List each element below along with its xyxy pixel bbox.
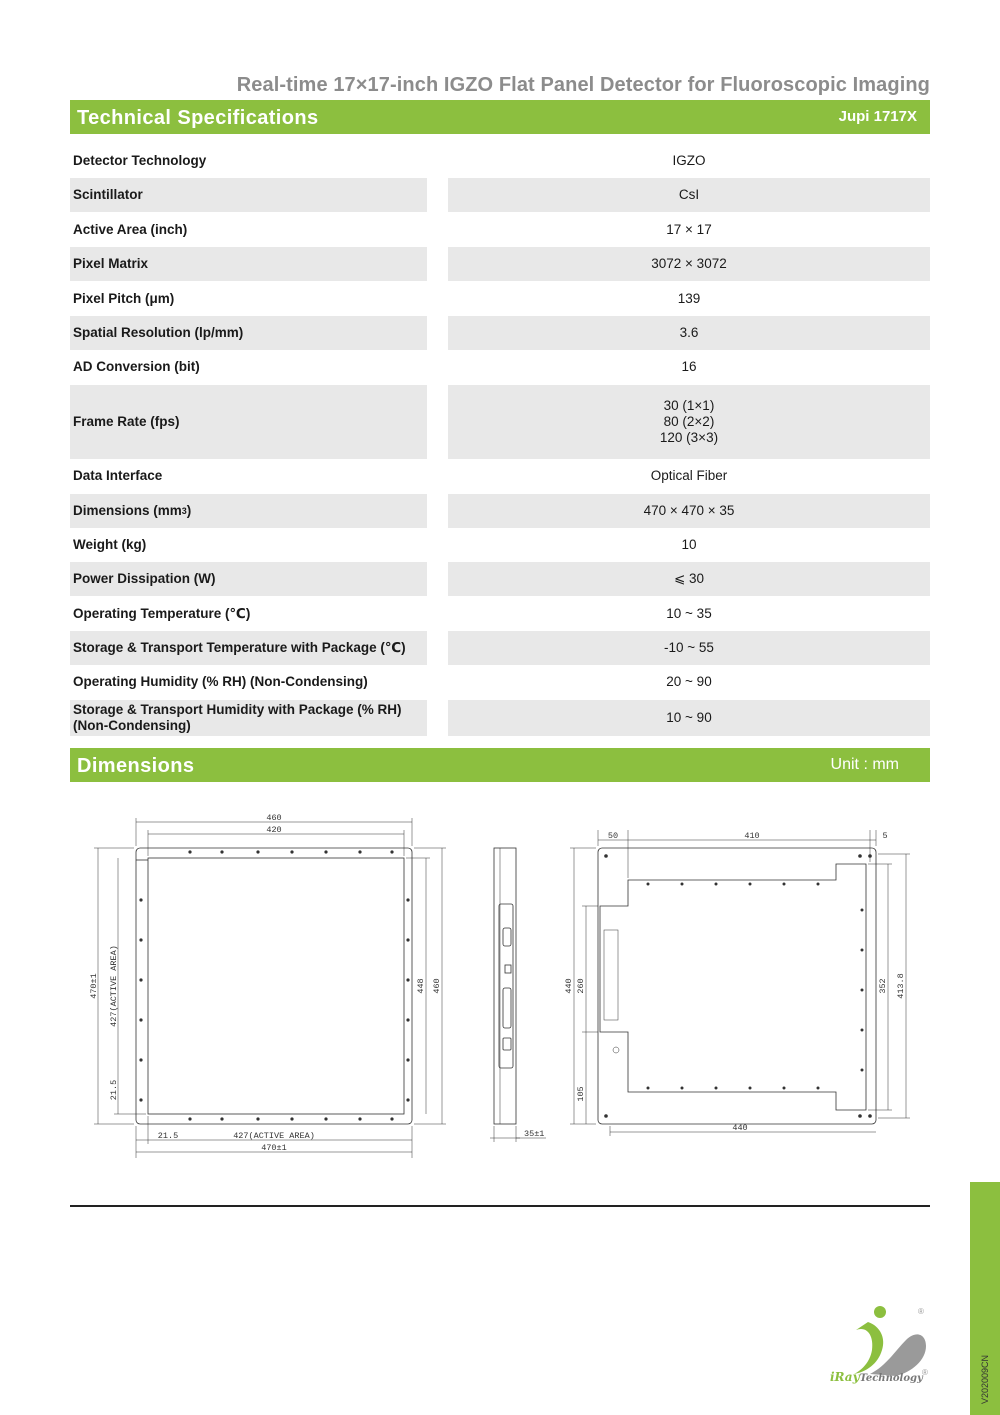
dim-352-right: 352: [878, 978, 888, 994]
spec-value: CsI: [448, 178, 930, 212]
spec-value: 10 ~ 35: [666, 605, 712, 621]
unit-label: Unit : mm: [830, 756, 899, 773]
spec-label: Scintillator: [70, 178, 427, 212]
spec-label: Storage & Transport Temperature with Package (℃): [70, 631, 427, 665]
spec-label: Weight (kg): [73, 536, 147, 552]
spec-label-line2: (Non-Condensing): [73, 717, 191, 733]
spec-value: 470 × 470 × 35: [448, 494, 930, 528]
spec-value: 3072 × 3072: [448, 247, 930, 281]
spec-label: Detector Technology: [73, 153, 207, 168]
frame-rate-2x2: 80 (2×2): [663, 413, 715, 429]
spec-label-line1: Storage & Transport Humidity with Package (% RH): [73, 701, 402, 717]
frame-rate-1x1: 30 (1×1): [663, 397, 715, 413]
spec-label: AD Conversion (bit): [73, 359, 200, 375]
spec-row-operating-humidity: [70, 665, 930, 699]
dim-50-top: 50: [607, 831, 619, 841]
document-code-tab: [970, 1182, 1000, 1415]
spec-value: 10: [681, 536, 697, 552]
spec-row-ad-conversion: [70, 350, 930, 384]
spec-row-scintillator: [70, 178, 930, 212]
spec-row-power-dissipation: [70, 562, 930, 596]
spec-row-pixel-matrix: [70, 247, 930, 281]
section-title: Technical Specifications: [77, 107, 319, 129]
dim-470-bottom: 470±1: [261, 1143, 287, 1153]
dim-260-left: 260: [576, 978, 586, 994]
dim-5-top: 5: [882, 831, 888, 841]
spec-row-frame-rate: [70, 385, 930, 459]
spec-label: Operating Humidity (% RH) (Non-Condensing): [73, 674, 368, 690]
spec-row-operating-temperature: [70, 597, 930, 631]
spec-label-text: Dimensions (mm: [73, 502, 182, 518]
spec-value: 17 × 17: [666, 221, 712, 237]
spec-value: IGZO: [672, 153, 706, 168]
dimension-drawing: [70, 800, 930, 1170]
back-view: [570, 830, 910, 1136]
front-view: [94, 818, 446, 1158]
dim-410-top: 410: [744, 831, 760, 841]
dim-440-left: 440: [564, 978, 574, 994]
spec-table: [70, 144, 930, 736]
spec-row-weight: [70, 528, 930, 562]
section-title: Dimensions: [77, 755, 195, 777]
spec-value: Optical Fiber: [650, 468, 728, 484]
spec-value: ⩽ 30: [448, 562, 930, 596]
spec-value: 16: [681, 359, 697, 375]
spec-row-storage-humidity: [70, 700, 930, 736]
dim-448-right: 448: [416, 978, 426, 994]
front-view-labels: [89, 813, 442, 1153]
spec-value: 10 ~ 90: [448, 700, 930, 736]
spec-label: Spatial Resolution (lp/mm): [70, 316, 427, 350]
registered-mark-2: ®: [922, 1368, 928, 1377]
spec-row-detector-technology: [70, 144, 930, 178]
spec-value: -10 ~ 55: [448, 631, 930, 665]
footer-rule: [70, 1205, 930, 1207]
back-view-screws: [604, 854, 872, 1118]
spec-label: Data Interface: [73, 468, 163, 484]
spec-label: Active Area (inch): [73, 221, 188, 237]
spec-value: [448, 385, 930, 459]
frame-rate-3x3: 120 (3×3): [659, 429, 719, 445]
spec-row-active-area: [70, 213, 930, 247]
side-view: [490, 848, 546, 1142]
spec-label: Pixel Pitch (μm): [73, 290, 175, 306]
dim-21-5-bottom: 21.5: [157, 1131, 179, 1141]
spec-row-storage-temperature: [70, 631, 930, 665]
spec-label: [70, 700, 427, 736]
spec-row-pixel-pitch: [70, 282, 930, 316]
spec-label-suffix: ): [186, 502, 192, 518]
back-view-labels: [564, 831, 906, 1133]
dim-470-left: 470±1: [89, 973, 99, 999]
logo-technology: Technology: [859, 1373, 923, 1384]
dim-440-bottom: 440: [732, 1123, 748, 1133]
dim-413-8-right: 413.8: [896, 973, 906, 999]
dimensions-bar: [70, 748, 930, 782]
document-code: V202009CN: [980, 1354, 990, 1404]
spec-row-data-interface: [70, 459, 930, 493]
registered-mark: ®: [918, 1307, 924, 1316]
document-title: Real-time 17×17-inch IGZO Flat Panel Detector for Fluoroscopic Imaging: [236, 74, 930, 96]
dim-21-5-left: 21.5: [109, 1079, 119, 1101]
spec-label: Power Dissipation (W): [70, 562, 427, 596]
spec-value: 20 ~ 90: [666, 674, 712, 690]
logo-brand: iRay: [830, 1370, 860, 1384]
spec-label: Dimensions (mm 3 ): [70, 494, 427, 528]
model-name: Jupi 1717X: [838, 108, 917, 125]
dim-460-right: 460: [432, 978, 442, 994]
technical-specifications-bar: [70, 100, 930, 134]
dim-420-top: 420: [266, 825, 282, 835]
spec-value: 3.6: [448, 316, 930, 350]
dim-427-left: 427(ACTIVE AREA): [109, 945, 119, 1027]
dim-460-top: 460: [266, 813, 282, 823]
dim-427-bottom: 427(ACTIVE AREA): [233, 1131, 315, 1141]
dim-105-left: 105: [576, 1086, 586, 1102]
front-view-screws: [139, 850, 409, 1120]
logo-wordmark: [830, 1370, 923, 1384]
dim-35-side: 35±1: [524, 1129, 545, 1139]
spec-label: Operating Temperature (℃): [73, 605, 251, 621]
spec-value: 139: [677, 290, 701, 306]
spec-label: Frame Rate (fps): [70, 385, 427, 459]
spec-row-spatial-resolution: [70, 316, 930, 350]
spec-label: Pixel Matrix: [70, 247, 427, 281]
spec-row-dimensions: [70, 494, 930, 528]
